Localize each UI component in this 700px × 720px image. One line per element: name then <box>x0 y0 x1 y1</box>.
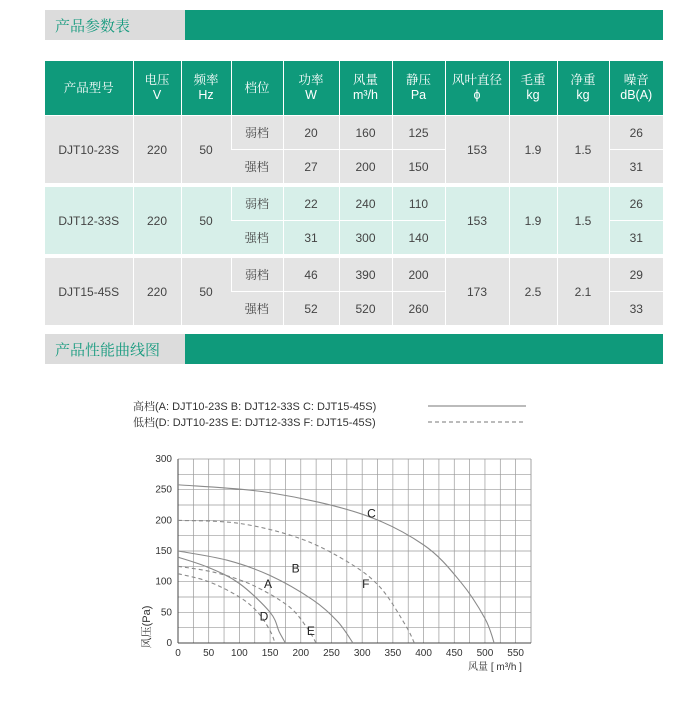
column-header-text: 电压 <box>144 73 170 87</box>
power-cell: 22 <box>283 187 339 221</box>
power-cell: 20 <box>283 116 339 150</box>
curve-label-F: F <box>362 576 370 591</box>
column-header-text: kg <box>576 88 590 102</box>
net-weight-cell: 2.1 <box>557 258 609 326</box>
x-tick-label: 300 <box>353 648 371 659</box>
column-header-text: m³/h <box>353 88 378 102</box>
curve-label-C: C <box>367 506 376 521</box>
diameter-cell: 173 <box>445 258 509 326</box>
level-cell: 强档 <box>231 292 283 326</box>
x-tick-label: 350 <box>384 648 402 659</box>
airflow-cell: 240 <box>339 187 392 221</box>
column-header-text: Hz <box>198 88 214 102</box>
y-tick-label: 0 <box>166 638 172 649</box>
power-cell: 31 <box>283 221 339 255</box>
x-tick-label: 100 <box>231 648 248 659</box>
curve-A <box>178 557 285 643</box>
x-axis-label: 风量 [ m³/h ] <box>468 662 522 673</box>
model-cell: DJT10-23S <box>45 116 133 184</box>
curve-E <box>178 566 316 643</box>
gross-weight-cell: 1.9 <box>509 116 557 184</box>
pressure-cell: 200 <box>392 258 445 292</box>
power-cell: 52 <box>283 292 339 326</box>
column-header-text: 档位 <box>244 80 270 95</box>
curve-label-E: E <box>306 624 315 639</box>
noise-cell: 31 <box>609 150 663 184</box>
column-header-text: 产品型号 <box>63 80 114 95</box>
gross-weight-cell: 1.9 <box>509 187 557 255</box>
power-cell: 27 <box>283 150 339 184</box>
gross-weight-cell: 2.5 <box>509 258 557 326</box>
y-tick-label: 300 <box>155 454 172 465</box>
voltage-cell: 220 <box>133 116 181 184</box>
airflow-cell: 390 <box>339 258 392 292</box>
column-header-text: ϕ <box>473 88 481 102</box>
legend-low-text: 低档(D: DJT10-23S E: DJT12-33S F: DJT15-45S) <box>133 417 376 429</box>
pressure-cell: 260 <box>392 292 445 326</box>
pressure-cell: 140 <box>392 221 445 255</box>
y-axis-label: 风压(Pa) <box>141 605 153 649</box>
noise-cell: 31 <box>609 221 663 255</box>
column-header-text: V <box>152 88 162 102</box>
y-tick-label: 50 <box>160 607 172 619</box>
x-tick-label: 200 <box>292 648 310 659</box>
curve-label-D: D <box>259 609 269 624</box>
y-tick-label: 100 <box>155 576 172 588</box>
frequency-cell: 50 <box>181 187 231 255</box>
legend-high-text: 高档(A: DJT10-23S B: DJT12-33S C: DJT15-45S) <box>133 401 377 413</box>
airflow-cell: 160 <box>339 116 392 150</box>
power-cell: 46 <box>283 258 339 292</box>
column-header-text: 功率 <box>298 73 324 87</box>
diameter-cell: 153 <box>445 116 509 184</box>
column-header-text: dB(A) <box>620 88 653 102</box>
column-header-text: 静压 <box>405 73 431 87</box>
noise-cell: 26 <box>609 116 663 150</box>
x-tick-label: 250 <box>323 648 340 659</box>
pressure-cell: 150 <box>392 150 445 184</box>
level-cell: 弱档 <box>231 187 283 221</box>
airflow-cell: 520 <box>339 292 392 326</box>
frequency-cell: 50 <box>181 116 231 184</box>
noise-cell: 33 <box>609 292 663 326</box>
voltage-cell: 220 <box>133 187 181 255</box>
pressure-cell: 110 <box>392 187 445 221</box>
y-tick-label: 150 <box>155 546 172 557</box>
noise-cell: 26 <box>609 187 663 221</box>
model-cell: DJT12-33S <box>45 187 133 255</box>
column-header-text: 毛重 <box>520 73 546 87</box>
level-cell: 强档 <box>231 221 283 255</box>
x-tick-label: 450 <box>445 648 463 659</box>
airflow-cell: 300 <box>339 221 392 255</box>
x-tick-label: 50 <box>203 648 215 659</box>
column-header-text: 风量 <box>352 73 378 87</box>
column-header-text: 频率 <box>193 73 219 87</box>
x-tick-label: 150 <box>261 648 279 659</box>
column-header-text: W <box>305 88 317 102</box>
net-weight-cell: 1.5 <box>557 116 609 184</box>
level-cell: 弱档 <box>231 116 283 150</box>
column-header-text: 噪音 <box>623 73 649 87</box>
x-tick-label: 0 <box>175 648 181 659</box>
curve-label-A: A <box>263 576 272 591</box>
frequency-cell: 50 <box>181 258 231 326</box>
pressure-cell: 125 <box>392 116 445 150</box>
column-header-text: 净重 <box>570 73 596 87</box>
y-tick-label: 250 <box>155 484 172 496</box>
section-title-specs: 产品参数表 <box>45 10 185 40</box>
curve-label-B: B <box>291 561 300 576</box>
level-cell: 强档 <box>231 150 283 184</box>
column-header-text: 风叶直径 <box>451 73 502 87</box>
voltage-cell: 220 <box>133 258 181 326</box>
airflow-cell: 200 <box>339 150 392 184</box>
x-tick-label: 500 <box>476 648 494 659</box>
x-tick-label: 400 <box>415 648 432 659</box>
column-header-text: kg <box>526 88 540 102</box>
section-title-curves: 产品性能曲线图 <box>45 334 185 364</box>
noise-cell: 29 <box>609 258 663 292</box>
diameter-cell: 153 <box>445 187 509 255</box>
y-tick-label: 200 <box>155 515 172 527</box>
level-cell: 弱档 <box>231 258 283 292</box>
x-tick-label: 550 <box>507 648 524 659</box>
net-weight-cell: 1.5 <box>557 187 609 255</box>
column-header-text: Pa <box>410 88 427 102</box>
model-cell: DJT15-45S <box>45 258 133 326</box>
